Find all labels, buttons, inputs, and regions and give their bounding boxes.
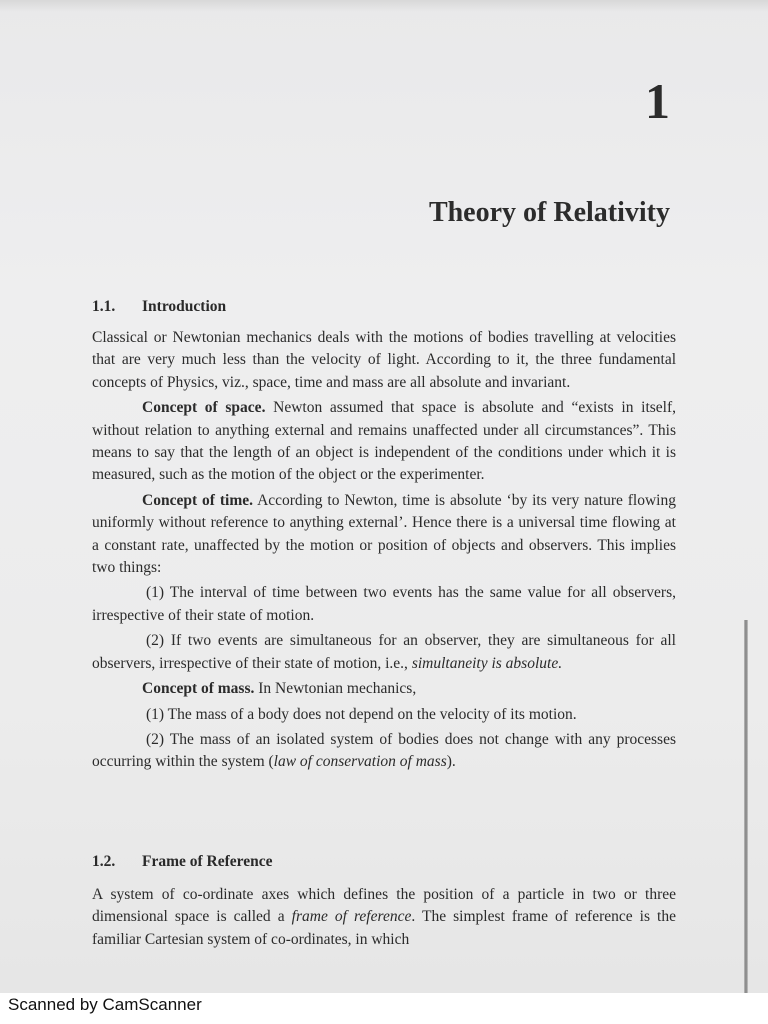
section-number: 1.1. [92,298,116,315]
mass-point-2-italic: law of conservation of mass [273,753,447,771]
time-point-1: (1) The interval of time between two events has the same value for all observers, irrespective of their state of motion. [92,584,676,624]
section-2-body [92,884,676,951]
scanner-watermark: Scanned by CamScanner [8,995,202,1014]
section-heading-introduction [92,298,226,316]
concept-of-mass-paragraph [92,678,676,700]
concept-of-time-lead: Concept of time. [142,491,253,509]
frame-text-italic: frame of reference [291,908,412,926]
frame-of-reference-paragraph [92,884,676,951]
chapter-number: 1 [645,73,670,129]
time-point-2-text: (2) If two events are simultaneous for an observer, they are simultaneous for all observers, irrespective of their state of motion, i.e., [92,632,676,672]
time-point-2-italic: simultaneity is absolute. [411,654,563,672]
mass-point-2-end: ). [446,753,456,771]
concept-of-space-paragraph [92,397,676,487]
mass-point-2-text: (2) The mass of an isolated system of bodies does not change with any processes occurring within the system ( [92,730,676,771]
section-title: Frame of Reference [142,853,273,870]
chapter-title: Theory of Relativity [428,197,670,228]
frame-text-end: . The simplest frame of reference is the familiar Cartesian system of co-ordinates, in which [92,908,676,948]
concept-of-mass-text: In Newtonian mechanics, [258,680,417,698]
section-title: Introduction [142,298,227,315]
concept-of-space-lead: Concept of space. [142,399,266,417]
concept-of-mass-lead: Concept of mass. [142,680,255,698]
mass-point-1: (1) The mass of a body does not depend on the velocity of its motion. [146,705,577,723]
section-number: 1.2. [92,853,116,870]
section-heading-frame-of-reference [92,853,273,871]
concept-of-time-text: According to Newton, time is absolute ‘by its very nature flowing uniformly without reference to anything external’. Hence there is a universal time flowing at a constant rate, unaffected by the motion or position of objects and observers. This implies two things: [92,491,676,577]
time-point-2 [92,630,676,675]
frame-text-start: A system of co-ordinate axes which defines the position of a particle in two or three dimensional space is called a [92,886,676,926]
page-edge-shadow [744,620,748,993]
concept-of-space-text: Newton assumed that space is absolute and “exists in itself, without relation to anything external and remains unaffected under all circumstances”. This means to say that the length of an object is independent of the conditions under which it is measured, such as the motion of the object or the experimenter. [92,399,677,484]
section-1-body [92,327,676,774]
intro-paragraph: Classical or Newtonian mechanics deals with the motions of bodies travelling at velocities that are very much less than the velocity of light. According to it, the three fundamental concepts of Physics, viz., space, time and mass are all absolute and invariant. [92,329,676,391]
mass-point-2 [92,729,676,774]
concept-of-time-paragraph [92,490,676,580]
